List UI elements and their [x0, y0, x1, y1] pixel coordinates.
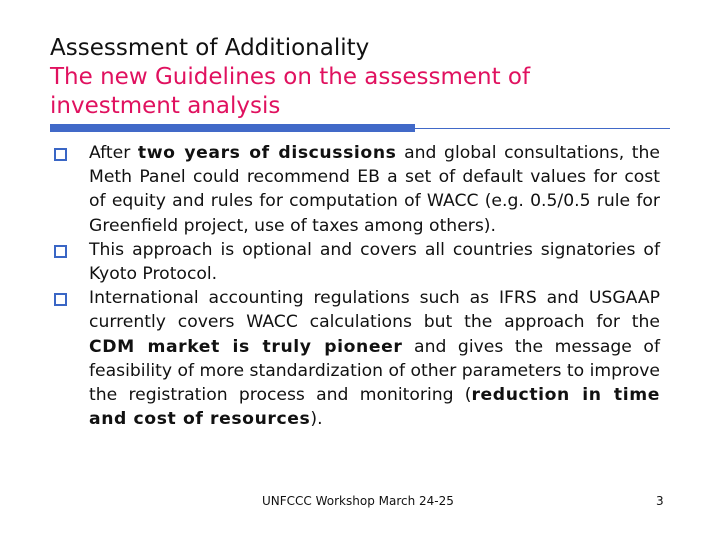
bullet-item	[54, 238, 660, 286]
bullet-text: and gives the message of feasibility of more standardization of other parameters to improve the registration process and monitoring (	[89, 336, 660, 406]
bullet-text: This approach is optional and covers all countries signatories of Kyoto Protocol.	[89, 239, 660, 285]
slide-title	[50, 34, 670, 121]
title-underline-thin	[415, 128, 670, 129]
hollow-square-bullet-icon	[54, 245, 67, 258]
title-subtitle-line2: investment analysis	[50, 93, 281, 119]
bullet-text: After	[89, 143, 138, 163]
bullet-item	[54, 286, 660, 431]
bullet-text: and global consultations, the Meth Panel could recommend EB a set of default values for cost of equity and rules for computation of WACC (e.g. 0.5/0.5 rule for Greenfield project, use of taxes among others).	[89, 143, 660, 236]
footer-text: UNFCCC Workshop March 24-25	[262, 494, 454, 508]
bullet-bold-text: reduction in time and cost of resources	[89, 385, 660, 430]
title-underline-thick	[50, 124, 415, 132]
bullet-text: International accounting regulations such as IFRS and USGAAP currently covers WACC calculations but the approach for the	[89, 288, 660, 333]
hollow-square-bullet-icon	[54, 148, 67, 161]
hollow-square-bullet-icon	[54, 293, 67, 306]
bullet-item	[54, 141, 660, 238]
bullet-list	[54, 141, 660, 431]
title-main: Assessment of Additionality	[50, 35, 370, 61]
bullet-bold-text: CDM market is truly pioneer	[89, 336, 403, 357]
bullet-text: ).	[310, 409, 323, 430]
title-subtitle-line1: The new Guidelines on the assessment of	[50, 64, 531, 90]
bullet-bold-text: two years of discussions	[137, 143, 397, 163]
page-number: 3	[656, 494, 664, 508]
